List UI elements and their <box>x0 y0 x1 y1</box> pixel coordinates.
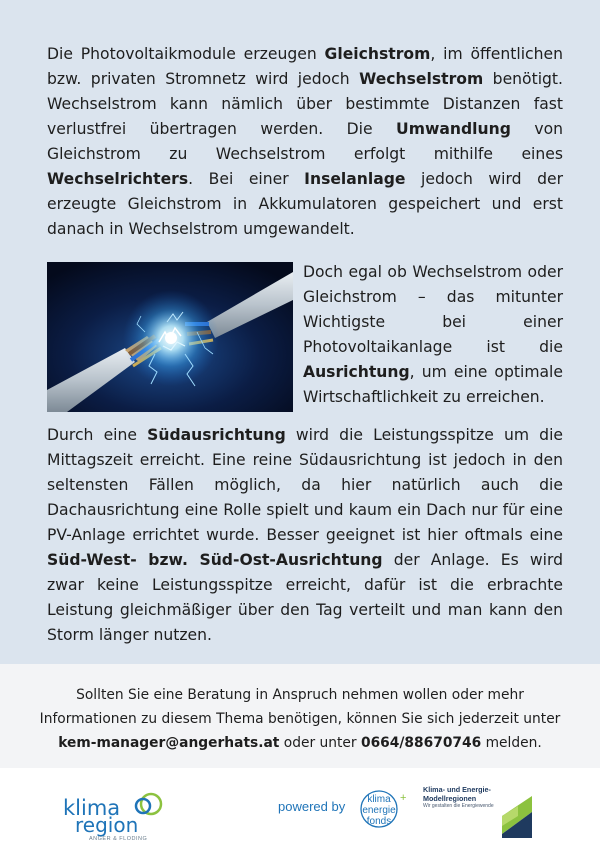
text-run: Durch eine <box>47 426 148 444</box>
region-word: region <box>75 813 139 837</box>
bold-term: Wechselstrom <box>359 70 484 88</box>
paragraph-orientation <box>303 260 563 410</box>
text-run: wird die Leistungsspitze um die Mittagszeit erreicht. Eine reine Südausrichtung ist jedoch in den seltensten Fällen möglich, da hier natürlich auch die Dachausrichtung eine Rolle spielt und kaum ein Dach nur für eine PV-Anlage errichtet wurde. Besser geeignet ist hier oftmals eine <box>47 426 563 544</box>
contact-box <box>0 664 600 768</box>
bold-term: Inselanlage <box>304 170 406 188</box>
cable-spark-illustration <box>47 262 293 412</box>
text-run: oder unter <box>279 735 361 751</box>
kem-text-block <box>423 786 503 826</box>
plus-icon: + <box>400 792 407 804</box>
text-run: von Gleichstrom zu Wechselstrom erfolgt mithilfe eines <box>47 120 563 163</box>
text-run: . Bei einer <box>188 170 305 188</box>
bold-term: Gleichstrom <box>324 45 431 63</box>
kem-title-2: Modellregionen <box>423 793 477 803</box>
powered-by-logo <box>278 787 413 833</box>
text-run: melden. <box>481 735 542 751</box>
fonds-word-1: klima <box>367 794 391 805</box>
fonds-word-2: energie <box>362 805 396 816</box>
klima-subtitle: ANGER & FLODING <box>89 836 148 841</box>
text-run: benötigt. Wechselstrom kann nämlich über bestimmte Distanzen fast verlustfrei übertragen werden. Die <box>47 70 563 138</box>
text-run: , um eine optimale Wirtschaftlichkeit zu erreichen. <box>303 363 563 406</box>
text-run: Doch egal ob Wechselstrom oder Gleichstrom – das mitunter Wichtigste bei einer Photovoltaikanlage ist die <box>303 263 563 356</box>
klima-word: klima <box>63 796 121 820</box>
kem-logo-icon <box>498 794 536 840</box>
fonds-word-3: fonds <box>366 816 392 827</box>
text-run: der Anlage. Es wird zwar keine Leistungsspitze erreicht, dafür ist die erbrachte Leistung gleichmäßiger über den Tag verteilt und man kann den Storm länger nutzen. <box>47 551 563 644</box>
text-run: , im öffentlichen bzw. privaten Stromnetz wird jedoch <box>47 45 563 88</box>
kem-title-1: Klima- und Energie- <box>423 785 491 794</box>
bold-term: Süd-West- bzw. Süd-Ost-Ausrichtung <box>47 551 383 569</box>
contact-line-3 <box>0 731 600 755</box>
powered-by-text: powered by <box>278 799 346 814</box>
contact-line-1: Sollten Sie eine Beratung in Anspruch nehmen wollen oder mehr <box>76 687 524 703</box>
text-run: Die Photovoltaikmodule erzeugen <box>47 45 325 63</box>
bold-term: Umwandlung <box>396 120 511 138</box>
email-link[interactable]: kem-manager@angerhats.at <box>58 735 280 751</box>
paragraph-direct-current <box>47 42 563 242</box>
cable-spark-image <box>47 262 293 412</box>
bold-term: Ausrichtung <box>303 363 410 381</box>
contact-line-2: Informationen zu diesem Thema benötigen, können Sie sich jederzeit unter <box>39 711 561 727</box>
phone-number[interactable]: 0664/88670746 <box>360 735 482 751</box>
kem-subtitle: Wir gestalten die Energiewende <box>423 803 494 809</box>
bold-term: Südausrichtung <box>147 426 286 444</box>
paragraph-south-orientation <box>47 423 563 648</box>
text-run: jedoch wird der erzeugte Gleichstrom in Akkumulatoren gespeichert und erst danach in Wechselstrom umgewandelt. <box>47 170 563 238</box>
klima-region-logo <box>63 789 173 841</box>
bold-term: Wechselrichters <box>47 170 189 188</box>
